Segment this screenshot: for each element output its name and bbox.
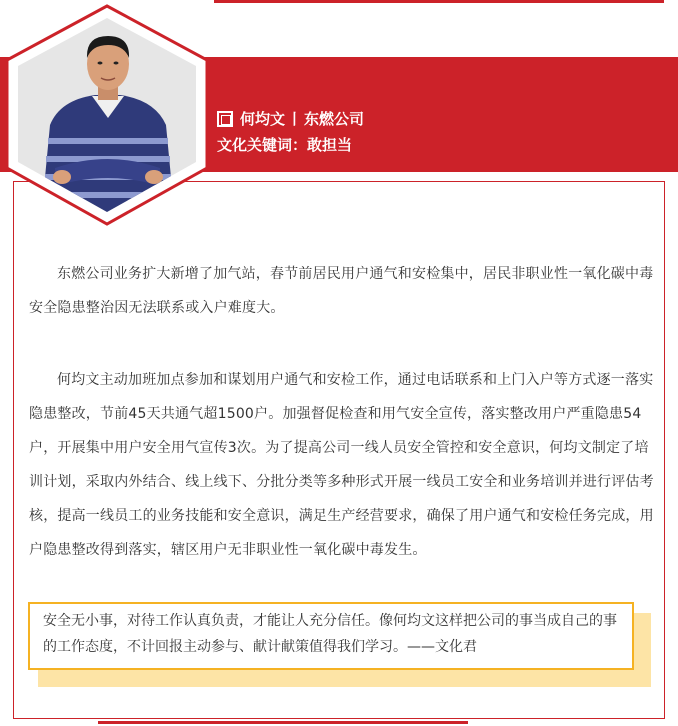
portrait-hexagon [0, 0, 214, 230]
body-paragraph-1: 东燃公司业务扩大新增了加气站，春节前居民用户通气和安检集中，居民非职业性一氧化碳中毒安全隐患整治因无法联系或入户难度大。 [29, 266, 654, 316]
company-logo-icon [217, 111, 233, 127]
name-separator: 丨 [287, 110, 303, 128]
person-name: 何均文 [240, 110, 286, 128]
bottom-accent-line [98, 721, 468, 724]
company-name: 东燃公司 [304, 110, 365, 128]
culture-keyword: 文化关键词：敢担当 [217, 136, 353, 154]
body-paragraph-2: 何均文主动加班加点参加和谋划用户通气和安检工作，通过电话联系和上门入户等方式逐一落实隐患整改，节前45天共通气超1500户。加强督促检查和用气安全宣传，落实整改用户严重隐患54户，开展集中用户安全用气宣传3次。为了提高公司一线人员安全管控和安全意识，何均文制定了培训计划，采取内外结合、线上线下、分批分类等多种形式开展一线员工安全和业务培训并进行评估考核，提高一线员工的业务技能和安全意识，满足生产经营要求，确保了用户通气和安检任务完成，用户隐患整改得到落实，辖区用户无非职业性一氧化碳中毒发生。 [29, 372, 654, 558]
quote-text: 安全无小事，对待工作认真负责，才能让人充分信任。像何均文这样把公司的事当成自己的事的工作态度，不计回报主动参与、献计献策值得我们学习。——文化君 [43, 613, 617, 655]
top-accent-line [214, 0, 664, 3]
person-name-row [217, 108, 364, 129]
